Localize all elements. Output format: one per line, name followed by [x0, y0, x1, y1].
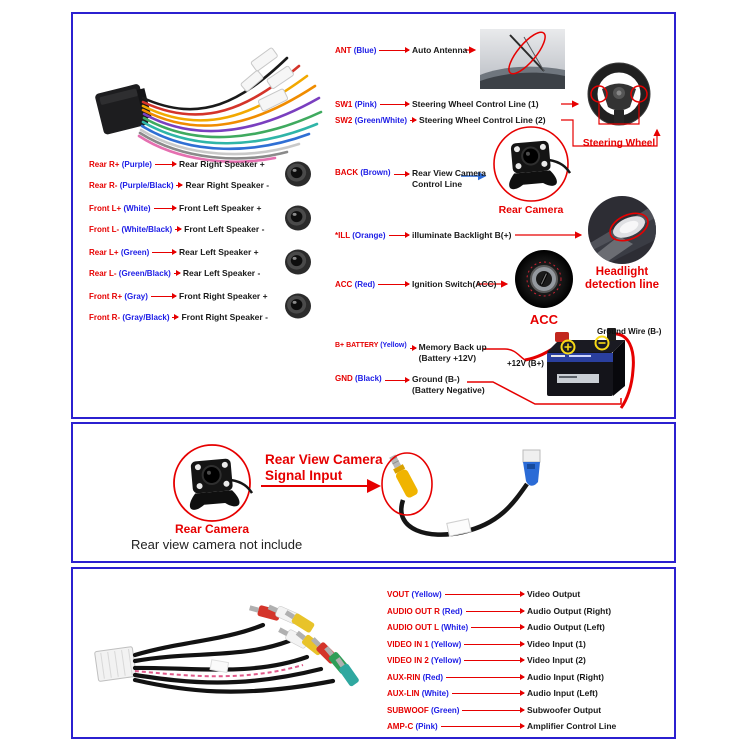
wire-label: ANT: [335, 46, 352, 55]
wire-color-label: (Red): [354, 280, 376, 289]
wire-row: [89, 311, 297, 324]
arrow-icon: [394, 174, 409, 175]
wire-color-label: (White): [441, 623, 469, 632]
headlight-caption: [568, 266, 676, 292]
wire-description: Ground (B-): [412, 374, 460, 384]
arrow-icon: [410, 120, 416, 121]
wire-label: B+ BATTERY: [335, 342, 379, 349]
acc-caption: ACC: [529, 312, 559, 327]
arrow-icon: [151, 296, 176, 297]
wire-description: Audio Output (Left): [527, 622, 605, 632]
wire-color-label: (Yellow): [431, 640, 462, 649]
wire-description: Front Right Speaker -: [181, 312, 268, 322]
arrow-icon: [175, 229, 181, 230]
wire-color-label: (Green/White): [354, 116, 408, 125]
wire-row: [387, 621, 667, 634]
rear-camera-panel: [71, 422, 676, 563]
wire-label: AUDIO OUT L: [387, 623, 439, 632]
wire-color-label: (Yellow): [411, 590, 442, 599]
wire-row: [335, 278, 540, 291]
arrow-icon: [379, 50, 409, 51]
steering-wheel-image: [583, 60, 655, 134]
wire-label: Front L-: [89, 225, 120, 234]
arrow-icon: [389, 235, 409, 236]
wire-row: [387, 654, 667, 667]
wire-color-label: (Black): [355, 374, 382, 383]
wire-color-label: (White): [123, 204, 151, 213]
rear-camera-image: [171, 442, 253, 526]
rear-camera-caption: Rear Camera: [498, 204, 564, 216]
wire-description: Video Output: [527, 589, 581, 599]
wire-color-label: (Pink): [415, 722, 438, 731]
wire-label: Front R+: [89, 292, 123, 301]
wire-label: Front R-: [89, 313, 121, 322]
wire-label: Rear L-: [89, 269, 117, 278]
headlight-caption-line1: Headlight: [595, 266, 649, 278]
wire-description: Audio Input (Left): [527, 688, 598, 698]
wire-color-label: (White): [421, 689, 449, 698]
wire-row: [387, 704, 667, 717]
wire-description: Rear Right Speaker -: [185, 180, 270, 190]
wire-color-label: (Purple/Black): [119, 181, 174, 190]
wire-color-label: (Red): [442, 607, 463, 616]
wire-color-label: (Blue): [353, 46, 377, 55]
wire-row: [89, 246, 297, 259]
wire-description-2: (Battery +12V): [418, 353, 477, 363]
arrow-icon: [155, 164, 176, 165]
wire-color-label: (Gray/Black): [122, 313, 170, 322]
wire-label: AMP-C: [387, 722, 414, 731]
arrow-icon: [172, 317, 178, 318]
arrow-icon: [174, 273, 180, 274]
wire-row: [335, 44, 540, 57]
wire-label: GND: [335, 374, 353, 383]
wire-row: [89, 179, 297, 192]
wire-label: SW1: [335, 100, 353, 109]
wire-description-2: (Battery Negative): [412, 385, 485, 395]
wire-description: Rear Left Speaker +: [179, 247, 259, 257]
wire-row: [89, 158, 297, 171]
arrow-icon: [441, 726, 524, 727]
wire-color-label: (Yellow): [431, 656, 462, 665]
wire-description: Rear View Camera: [412, 168, 487, 178]
arrow-icon: [466, 611, 524, 612]
arrow-icon: [446, 677, 524, 678]
wire-color-label: (Orange): [352, 231, 386, 240]
wire-label: *ILL: [335, 231, 350, 240]
wire-color-label: (Pink): [354, 100, 377, 109]
rca-cable-bundle-image: [91, 583, 381, 733]
wire-description: Auto Antenna: [412, 45, 468, 55]
wire-row: [387, 638, 667, 651]
wire-description: Video Input (1): [527, 639, 586, 649]
wire-color-label: (Purple): [121, 160, 152, 169]
rca-output-panel: [71, 567, 676, 739]
wire-row: [335, 114, 546, 127]
wire-row: [335, 98, 540, 111]
camera-signal-title-line1: Rear View Camera: [265, 452, 383, 467]
wire-color-label: (Green/Black): [118, 269, 171, 278]
wire-color-label: (White/Black): [121, 225, 173, 234]
wire-label: AUX-RIN: [387, 673, 421, 682]
wire-label: VIDEO IN 1: [387, 640, 429, 649]
wire-label: Rear R+: [89, 160, 120, 169]
camera-signal-title: [265, 452, 425, 484]
ground-wire-label: Ground Wire (B-): [597, 327, 662, 336]
antenna-image: [480, 29, 565, 89]
wire-label: SW2: [335, 116, 353, 125]
arrow-icon: [154, 208, 176, 209]
arrow-icon: [464, 644, 524, 645]
wire-label: SUBWOOF: [387, 706, 429, 715]
headlight-image: [585, 194, 659, 266]
wire-color-label: (Brown): [360, 168, 391, 177]
wire-label: Front L+: [89, 204, 122, 213]
wire-label: ACC: [335, 280, 353, 289]
rear-camera-caption: Rear Camera: [174, 522, 250, 536]
rear-camera-image: [491, 124, 571, 206]
arrow-icon: [410, 348, 416, 349]
steering-wheel-caption: Steering Wheel: [582, 138, 656, 149]
wire-color-label: (Green): [431, 706, 460, 715]
wire-description: Audio Input (Right): [527, 672, 604, 682]
wire-description-2: Control Line: [412, 179, 463, 189]
wire-description: Subwoofer Output: [527, 705, 602, 715]
wire-description: Steering Wheel Control Line (1): [412, 99, 539, 109]
wire-description: illuminate Backlight B(+): [412, 230, 512, 240]
camera-signal-title-line2: Signal Input: [265, 468, 343, 483]
arrow-icon: [378, 284, 409, 285]
wire-color-label: (Yellow): [380, 342, 407, 349]
arrow-icon: [176, 185, 182, 186]
headlight-caption-line2: detection line: [584, 279, 660, 291]
arrow-icon: [471, 627, 524, 628]
wire-description: Front Right Speaker +: [179, 291, 268, 301]
wire-label: Rear L+: [89, 248, 119, 257]
wire-row: [387, 720, 667, 733]
wire-row: [335, 168, 540, 192]
main-wiring-panel: [71, 12, 676, 419]
wire-description: Rear Left Speaker -: [182, 268, 261, 278]
camera-note: Rear view camera not include: [131, 537, 303, 552]
wire-row: [335, 229, 540, 242]
wire-label: Rear R-: [89, 181, 118, 190]
wire-description: Audio Output (Right): [527, 606, 612, 616]
arrow-icon: [462, 710, 524, 711]
wire-description: Rear Right Speaker +: [179, 159, 265, 169]
battery-image: [523, 326, 671, 414]
wire-label: VOUT: [387, 590, 410, 599]
wire-description: Steering Wheel Control Line (2): [419, 115, 546, 125]
wire-row: [387, 687, 667, 700]
wire-row: [387, 588, 667, 601]
wire-label: VIDEO IN 2: [387, 656, 429, 665]
arrow-icon: [152, 252, 176, 253]
wire-description: Front Left Speaker +: [179, 203, 262, 213]
wire-color-label: (Green): [120, 248, 150, 257]
wire-row: [335, 374, 540, 398]
wire-row: [89, 267, 297, 280]
wire-row: [89, 223, 297, 236]
wire-row: [89, 202, 297, 215]
wire-description: Front Left Speaker -: [184, 224, 265, 234]
wire-description: Memory Back up: [418, 342, 487, 352]
wire-color-label: (Red): [422, 673, 444, 682]
arrow-icon: [445, 594, 524, 595]
wire-label: AUDIO OUT R: [387, 607, 440, 616]
arrow-icon: [380, 104, 409, 105]
wire-description: Amplifier Control Line: [527, 721, 617, 731]
wiring-harness-image: [91, 32, 336, 170]
wire-row: [387, 605, 667, 618]
wire-description: Video Input (2): [527, 655, 586, 665]
wire-label: AUX-LIN: [387, 689, 420, 698]
wire-color-label: (Gray): [124, 292, 148, 301]
arrow-icon: [452, 693, 524, 694]
wire-row: [89, 290, 297, 303]
wire-label: BACK: [335, 168, 359, 177]
arrow-icon: [464, 660, 524, 661]
wire-description: Ignition Switch(ACC): [412, 279, 497, 289]
arrow-icon: [385, 380, 409, 381]
plus-12v-label: +12V (B+): [507, 359, 544, 368]
wire-row: [387, 671, 667, 684]
